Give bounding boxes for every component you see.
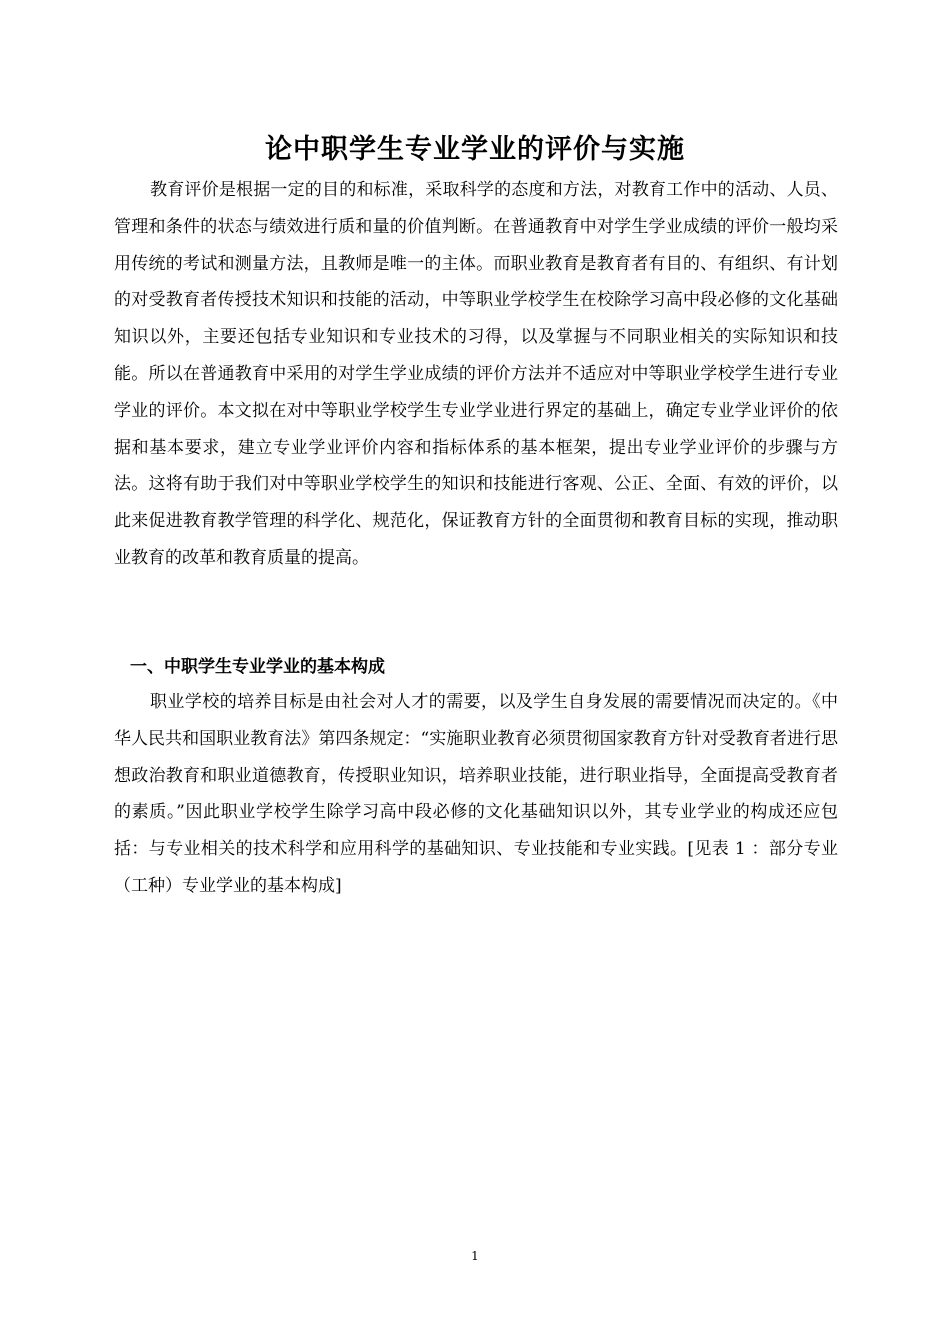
intro-paragraph: 教育评价是根据一定的目的和标准，采取科学的态度和方法，对教育工作中的活动、人员、管理和条件的状态与绩效进行质和量的价值判断。在普通教育中对学生学业成绩的评价一般均采用传统的考试和测量方法，且教师是唯一的主体。而职业教育是教育者有目的、有组织、有计划的对受教育者传授技术知识和技能的活动，中等职业学校学生在校除学习高中段必修的文化基础知识以外，主要还包括专业知识和专业技术的习得，以及掌握与不同职业相关的实际知识和技能。所以在普通教育中采用的对学生学业成绩的评价方法并不适应对中等职业学校学生进行专业学业的评价。本文拟在对中等职业学校学生专业学业进行界定的基础上，确定专业学业评价的依据和基本要求，建立专业学业评价内容和指标体系的基本框架，提出专业学业评价的步骤与方法。这将有助于我们对中等职业学校学生的知识和技能进行客观、公正、全面、有效的评价，以此来促进教育教学管理的科学化、规范化，保证教育方针的全面贯彻和教育目标的实现，推动职业教育的改革和教育质量的提高。	[114, 180, 838, 568]
page-number: 1	[471, 1249, 479, 1263]
section-paragraph: 职业学校的培养目标是由社会对人才的需要，以及学生自身发展的需要情况而决定的。《中华人民共和国职业教育法》第四条规定：“实施职业教育必须贯彻国家教育方针对受教育者进行思想政治教育和职业道德教育，传授职业知识，培养职业技能，进行职业指导，全面提高受教育者的素质。”因此职业学校学生除学习高中段必修的文化基础知识以外，其专业学业的构成还应包括：与专业相关的技术科学和应用科学的基础知识、专业技能和专业实践。[见表 1 ：部分专业（工种）专业学业的基本构成]	[114, 692, 838, 896]
section-heading: 一、中职学生专业学业的基本构成	[130, 657, 385, 677]
document-title: 论中职学生专业学业的评价与实施	[265, 134, 685, 165]
